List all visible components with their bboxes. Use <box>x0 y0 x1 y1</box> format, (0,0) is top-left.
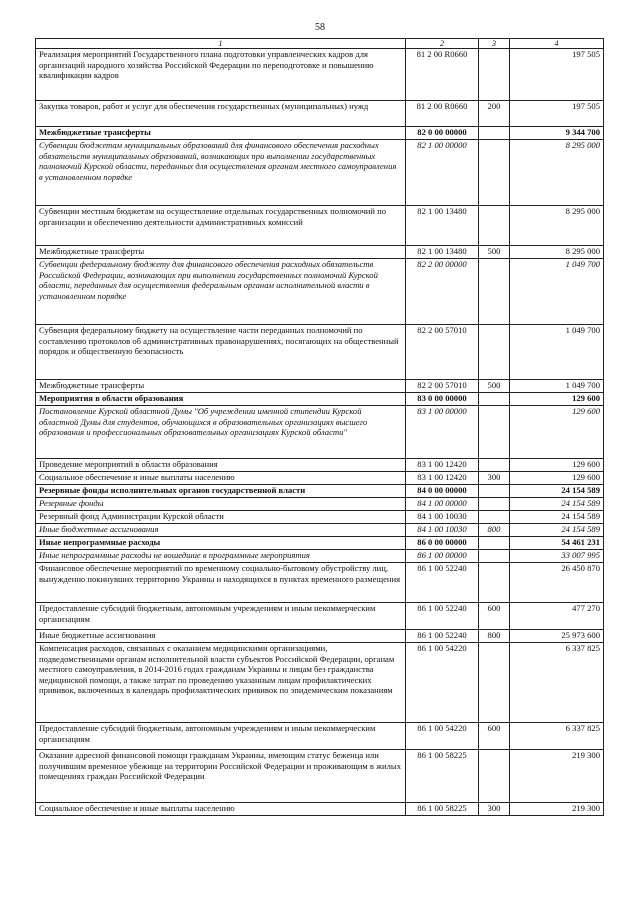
table-row <box>36 603 604 630</box>
row-sum-cell: 8 295 000 <box>510 246 604 259</box>
row-sum-cell: 219 300 <box>510 750 604 803</box>
row-vr-cell <box>479 485 510 498</box>
row-vr-cell: 200 <box>479 101 510 127</box>
row-sum-cell: 129 600 <box>510 393 604 406</box>
row-code-cell: 82 2 00 57010 <box>406 380 479 393</box>
row-vr-cell <box>479 393 510 406</box>
row-sum-cell: 1 049 700 <box>510 380 604 393</box>
header-col-4: 4 <box>510 39 604 49</box>
table-row <box>36 524 604 537</box>
row-vr-cell: 500 <box>479 246 510 259</box>
row-code-cell: 84 0 00 00000 <box>406 485 479 498</box>
row-name-cell: Иные непрограммные расходы <box>36 537 406 550</box>
row-sum-cell: 8 295 000 <box>510 206 604 246</box>
row-code-cell: 86 1 00 52240 <box>406 563 479 603</box>
row-name-cell: Иные непрограммные расходы не вошедшие в программные мероприятия <box>36 550 406 563</box>
header-col-3: 3 <box>479 39 510 49</box>
row-sum-cell: 197 505 <box>510 49 604 101</box>
row-name-cell: Резервные фонды исполнительных органов государственной власти <box>36 485 406 498</box>
header-col-1: 1 <box>36 39 406 49</box>
row-code-cell: 86 0 00 00000 <box>406 537 479 550</box>
row-name-cell: Закупка товаров, работ и услуг для обеспечения государственных (муниципальных) нужд <box>36 101 406 127</box>
table-row <box>36 485 604 498</box>
row-code-cell: 86 1 00 00000 <box>406 550 479 563</box>
table-row <box>36 630 604 643</box>
row-name-cell: Субвенции местным бюджетам на осуществление отдельных государственных полномочий по организации и обеспечению деятельности административных комиссий <box>36 206 406 246</box>
table-row <box>36 127 604 140</box>
row-vr-cell: 300 <box>479 472 510 485</box>
table-row <box>36 537 604 550</box>
row-name-cell: Социальное обеспечение и иные выплаты населению <box>36 803 406 816</box>
budget-table <box>35 38 604 816</box>
table-row <box>36 643 604 723</box>
row-vr-cell: 800 <box>479 524 510 537</box>
table-row <box>36 803 604 816</box>
table-row <box>36 206 604 246</box>
row-code-cell: 83 1 00 00000 <box>406 406 479 459</box>
row-vr-cell <box>479 459 510 472</box>
table-row <box>36 750 604 803</box>
row-sum-cell: 6 337 825 <box>510 643 604 723</box>
row-vr-cell <box>479 498 510 511</box>
row-code-cell: 84 1 00 00000 <box>406 498 479 511</box>
row-vr-cell <box>479 49 510 101</box>
table-row <box>36 246 604 259</box>
table-row <box>36 472 604 485</box>
row-name-cell: Межбюджетные трансферты <box>36 246 406 259</box>
row-vr-cell: 600 <box>479 603 510 630</box>
row-code-cell: 82 1 00 00000 <box>406 140 479 206</box>
row-vr-cell: 800 <box>479 630 510 643</box>
table-row <box>36 723 604 750</box>
row-name-cell: Оказание адресной финансовой помощи гражданам Украины, имеющим статус беженца или получившим временное убежище на территории Российской Федерации и проживающим в жилых помещениях граждан Российской Федерации <box>36 750 406 803</box>
page-number: 58 <box>315 22 325 33</box>
row-vr-cell <box>479 325 510 380</box>
row-name-cell: Субвенции бюджетам муниципальных образований для финансового обеспечения расходных обязательств муниципальных образований, возникающих при выполнении государственных полномочий Курской области, переданных для осуществления органам местного самоуправления в установленном порядке <box>36 140 406 206</box>
row-vr-cell <box>479 259 510 325</box>
table-row <box>36 325 604 380</box>
row-sum-cell: 197 505 <box>510 101 604 127</box>
row-name-cell: Резервные фонды <box>36 498 406 511</box>
table-header-row <box>36 39 604 49</box>
row-code-cell: 81 2 00 R0660 <box>406 49 479 101</box>
row-vr-cell <box>479 140 510 206</box>
header-col-2: 2 <box>406 39 479 49</box>
row-vr-cell <box>479 511 510 524</box>
row-name-cell: Субвенции федеральному бюджету для финансового обеспечения расходных обязательств Российской Федерации, возникающих при выполнении государственных полномочий Курской области, переданных для осуществления федеральным органам исполнительной власти в установленном порядке <box>36 259 406 325</box>
row-name-cell: Межбюджетные трансферты <box>36 127 406 140</box>
row-name-cell: Постановление Курской областной Думы "Об учреждении именной стипендии Курской областной Думы для студентов, обучающихся в образовательных организациях высшего образования и профессиональных образовательных организациях Курской области" <box>36 406 406 459</box>
row-sum-cell: 24 154 589 <box>510 511 604 524</box>
table-row <box>36 393 604 406</box>
row-sum-cell: 1 049 700 <box>510 325 604 380</box>
row-code-cell: 82 0 00 00000 <box>406 127 479 140</box>
table-row <box>36 511 604 524</box>
row-code-cell: 83 1 00 12420 <box>406 472 479 485</box>
row-code-cell: 86 1 00 58225 <box>406 750 479 803</box>
table-row <box>36 101 604 127</box>
table-row <box>36 550 604 563</box>
table-row <box>36 563 604 603</box>
row-code-cell: 86 1 00 54220 <box>406 723 479 750</box>
table-row <box>36 49 604 101</box>
row-code-cell: 82 2 00 57010 <box>406 325 479 380</box>
table-row <box>36 406 604 459</box>
row-sum-cell: 24 154 589 <box>510 485 604 498</box>
table-row <box>36 498 604 511</box>
row-code-cell: 84 1 00 10030 <box>406 511 479 524</box>
row-code-cell: 83 1 00 12420 <box>406 459 479 472</box>
row-vr-cell <box>479 537 510 550</box>
row-name-cell: Субвенция федеральному бюджету на осуществление части переданных полномочий по составлению протоколов об административных правонарушениях, посягающих на общественный порядок и общественную безопасность <box>36 325 406 380</box>
table-row <box>36 140 604 206</box>
row-sum-cell: 219 300 <box>510 803 604 816</box>
row-name-cell: Иные бюджетные ассигнования <box>36 630 406 643</box>
row-name-cell: Проведение мероприятий в области образования <box>36 459 406 472</box>
row-code-cell: 81 2 00 R0660 <box>406 101 479 127</box>
row-vr-cell: 300 <box>479 803 510 816</box>
row-sum-cell: 9 344 700 <box>510 127 604 140</box>
row-code-cell: 86 1 00 58225 <box>406 803 479 816</box>
row-sum-cell: 129 600 <box>510 472 604 485</box>
row-vr-cell <box>479 127 510 140</box>
row-sum-cell: 33 007 995 <box>510 550 604 563</box>
row-vr-cell: 500 <box>479 380 510 393</box>
row-vr-cell <box>479 550 510 563</box>
row-code-cell: 84 1 00 10030 <box>406 524 479 537</box>
row-sum-cell: 129 600 <box>510 406 604 459</box>
table-row <box>36 259 604 325</box>
row-sum-cell: 1 049 700 <box>510 259 604 325</box>
row-code-cell: 82 1 00 13480 <box>406 206 479 246</box>
row-vr-cell <box>479 643 510 723</box>
row-vr-cell: 600 <box>479 723 510 750</box>
table-body <box>36 49 604 816</box>
row-name-cell: Социальное обеспечение и иные выплаты населению <box>36 472 406 485</box>
row-name-cell: Мероприятия в области образования <box>36 393 406 406</box>
row-vr-cell <box>479 750 510 803</box>
row-name-cell: Предоставление субсидий бюджетным, автономным учреждениям и иным некоммерческим организациям <box>36 603 406 630</box>
row-name-cell: Иные бюджетные ассигнования <box>36 524 406 537</box>
row-sum-cell: 477 270 <box>510 603 604 630</box>
table-row <box>36 459 604 472</box>
row-vr-cell <box>479 206 510 246</box>
row-name-cell: Межбюджетные трансферты <box>36 380 406 393</box>
row-code-cell: 83 0 00 00000 <box>406 393 479 406</box>
row-sum-cell: 24 154 589 <box>510 524 604 537</box>
row-name-cell: Компенсация расходов, связанных с оказанием медицинскими организациями, подведомственными органам исполнительной власти субъектов Российской Федерации, органам местного самоуправления, в 2014-2016 годах гражданам Украины и лицам без гражданства медицинской помощи, а также затрат по проведению указанным лицам профилактических прививок, включенных в календарь профилактических прививок по эпидемическим показаниям <box>36 643 406 723</box>
row-code-cell: 82 2 00 00000 <box>406 259 479 325</box>
row-code-cell: 86 1 00 52240 <box>406 603 479 630</box>
row-sum-cell: 26 450 870 <box>510 563 604 603</box>
row-name-cell: Реализация мероприятий Государственного плана подготовки управленческих кадров для организаций народного хозяйства Российской Федерации по переподготовке и повышению квалификации кадров <box>36 49 406 101</box>
row-sum-cell: 24 154 589 <box>510 498 604 511</box>
row-vr-cell <box>479 563 510 603</box>
row-code-cell: 86 1 00 52240 <box>406 630 479 643</box>
row-sum-cell: 54 461 231 <box>510 537 604 550</box>
row-name-cell: Резервный фонд Администрации Курской области <box>36 511 406 524</box>
row-code-cell: 82 1 00 13480 <box>406 246 479 259</box>
row-sum-cell: 129 600 <box>510 459 604 472</box>
row-vr-cell <box>479 406 510 459</box>
row-sum-cell: 6 337 825 <box>510 723 604 750</box>
row-name-cell: Предоставление субсидий бюджетным, автономным учреждениям и иным некоммерческим организациям <box>36 723 406 750</box>
row-sum-cell: 8 295 000 <box>510 140 604 206</box>
table-row <box>36 380 604 393</box>
row-sum-cell: 25 973 600 <box>510 630 604 643</box>
row-code-cell: 86 1 00 54220 <box>406 643 479 723</box>
row-name-cell: Финансовое обеспечение мероприятий по временному социально-бытовому обустройству лиц, вынужденно покинувших территорию Украины и находящихся в пунктах временного размещения <box>36 563 406 603</box>
